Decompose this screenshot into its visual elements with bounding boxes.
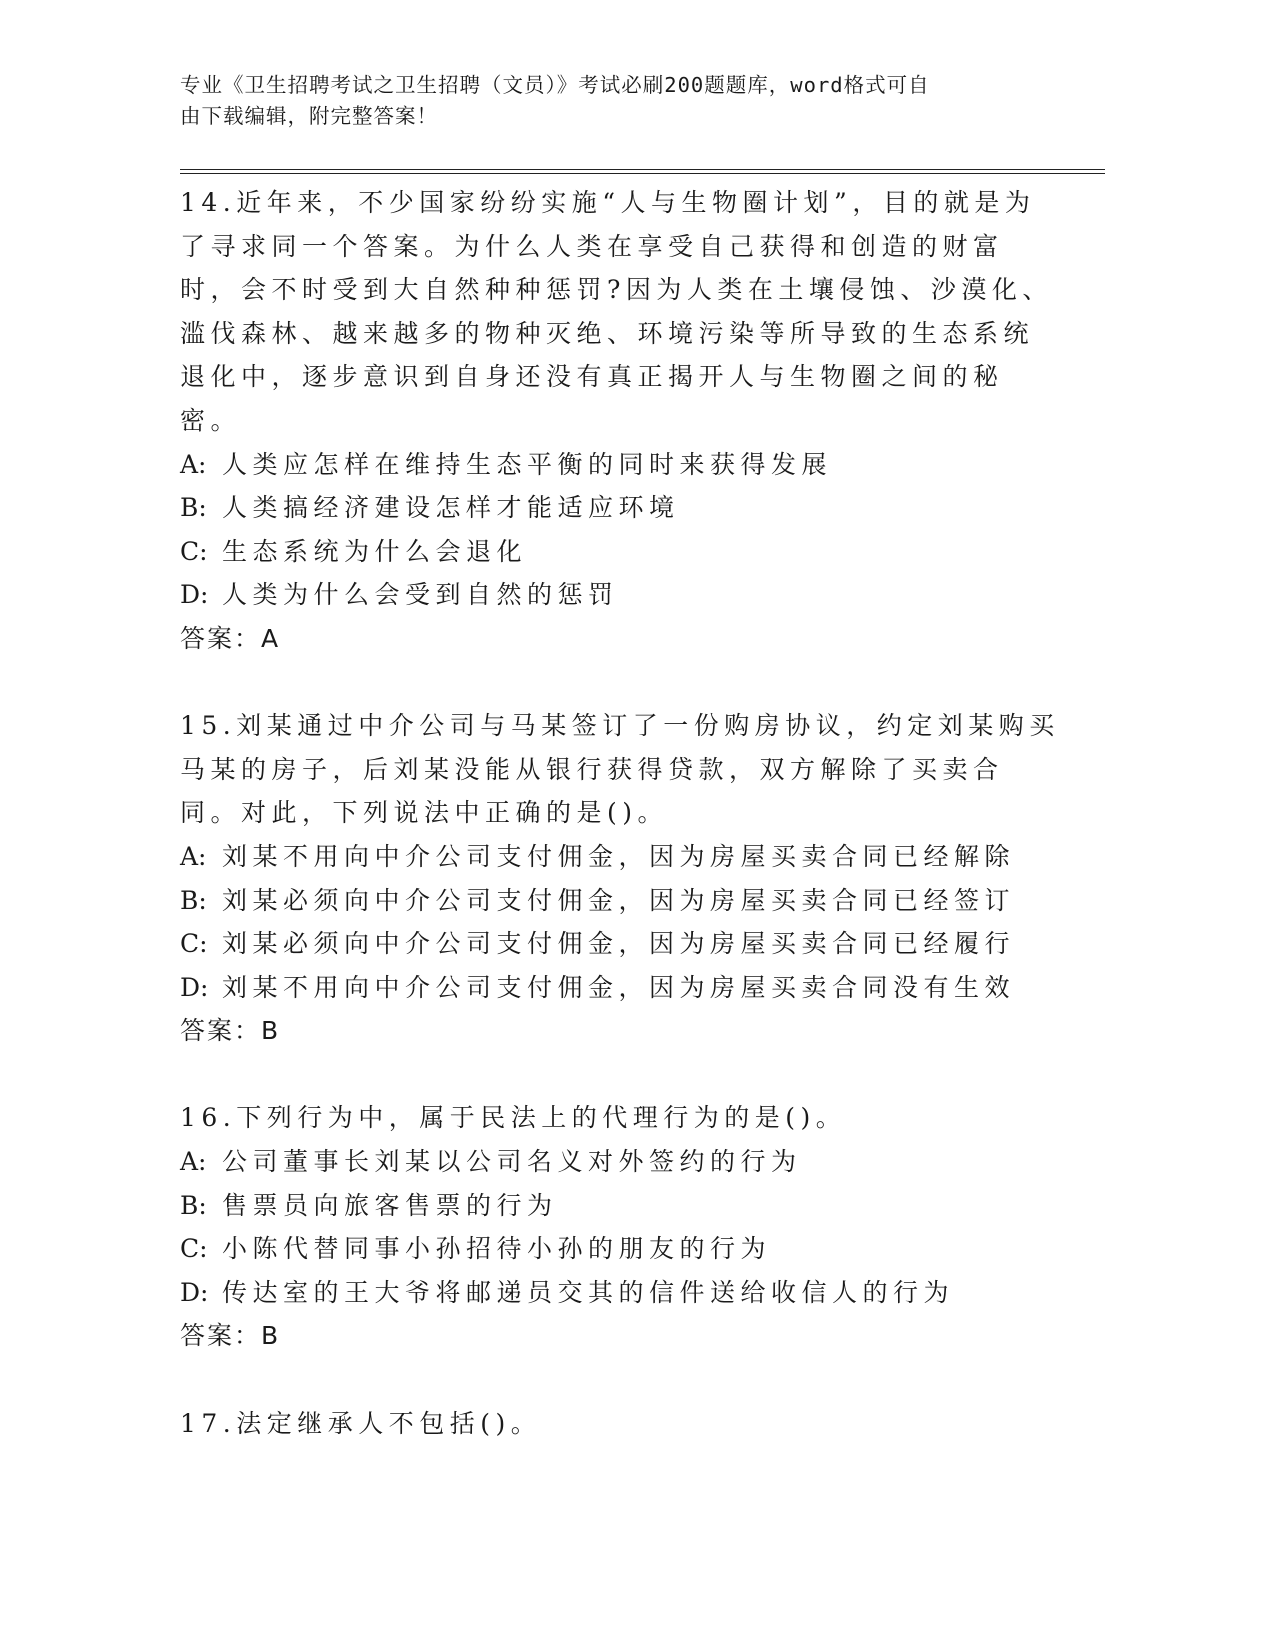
option-text: 刘某不用向中介公司支付佣金，因为房屋买卖合同没有生效 bbox=[222, 972, 1016, 1002]
option-text: 人类搞经济建设怎样才能适应环境 bbox=[222, 493, 680, 523]
option-key: A: bbox=[180, 1147, 207, 1177]
question-15 bbox=[180, 704, 1060, 1053]
question-stem: 14.近年来，不少国家纷纷实施“人与生物圈计划”，目的就是为了寻求同一个答案。为什么人类在享受自己获得和创造的财富时，会不时受到大自然种种惩罚?因为人类在土壤侵蚀、沙漠化、滥伐森林、越来越多的物种灭绝、环境污染等所导致的生态系统退化中，逐步意识到自身还没有真正揭开人与生物圈之间的秘密。 bbox=[180, 188, 1053, 435]
option-text: 售票员向旅客售票的行为 bbox=[222, 1190, 558, 1220]
option-key: A: bbox=[180, 841, 207, 871]
header-divider-bottom bbox=[180, 173, 1105, 174]
option-key: A: bbox=[180, 449, 207, 479]
option-a bbox=[180, 1140, 1060, 1184]
question-16 bbox=[180, 1096, 1060, 1358]
option-key: D: bbox=[180, 972, 209, 1002]
option-text: 公司董事长刘某以公司名义对外签约的行为 bbox=[222, 1147, 802, 1177]
option-key: B: bbox=[180, 493, 207, 523]
option-key: D: bbox=[180, 580, 209, 610]
option-c bbox=[180, 1227, 1060, 1271]
option-key: B: bbox=[180, 885, 207, 915]
option-a bbox=[180, 443, 1060, 487]
option-d bbox=[180, 966, 1060, 1010]
option-key: B: bbox=[180, 1190, 207, 1220]
option-text: 刘某必须向中介公司支付佣金，因为房屋买卖合同已经签订 bbox=[222, 885, 1016, 915]
option-d bbox=[180, 573, 1060, 617]
question-14 bbox=[180, 181, 1060, 661]
option-c bbox=[180, 530, 1060, 574]
question-17 bbox=[180, 1402, 1060, 1446]
option-d bbox=[180, 1271, 1060, 1315]
option-key: D: bbox=[180, 1277, 209, 1307]
option-c bbox=[180, 922, 1060, 966]
option-text: 人类为什么会受到自然的惩罚 bbox=[222, 580, 619, 610]
option-text: 传达室的王大爷将邮递员交其的信件送给收信人的行为 bbox=[222, 1277, 955, 1307]
answer-line: 答案：B bbox=[180, 1016, 281, 1046]
header-divider-top bbox=[180, 169, 1105, 170]
option-key: C: bbox=[180, 1234, 208, 1264]
answer-line: 答案：A bbox=[180, 623, 281, 653]
option-text: 小陈代替同事小孙招待小孙的朋友的行为 bbox=[222, 1234, 772, 1264]
option-text: 刘某必须向中介公司支付佣金，因为房屋买卖合同已经履行 bbox=[222, 929, 1016, 959]
option-text: 刘某不用向中介公司支付佣金，因为房屋买卖合同已经解除 bbox=[222, 841, 1016, 871]
option-key: C: bbox=[180, 536, 208, 566]
document-header bbox=[180, 70, 1060, 132]
option-a bbox=[180, 835, 1060, 879]
option-text: 人类应怎样在维持生态平衡的同时来获得发展 bbox=[222, 449, 833, 479]
question-stem: 16.下列行为中，属于民法上的代理行为的是()。 bbox=[180, 1103, 847, 1133]
option-text: 生态系统为什么会退化 bbox=[222, 536, 528, 566]
answer-line: 答案：B bbox=[180, 1321, 281, 1351]
option-b bbox=[180, 1184, 1060, 1228]
header-line-1: 专业《卫生招聘考试之卫生招聘（文员）》考试必刷200题题库，word格式可自 bbox=[180, 73, 930, 97]
option-key: C: bbox=[180, 929, 208, 959]
question-list bbox=[180, 181, 1060, 1445]
option-b bbox=[180, 879, 1060, 923]
header-line-2: 由下载编辑，附完整答案！ bbox=[180, 104, 438, 128]
option-b bbox=[180, 486, 1060, 530]
question-stem: 15.刘某通过中介公司与马某签订了一份购房协议，约定刘某购买马某的房子，后刘某没能从银行获得贷款，双方解除了买卖合同。对此，下列说法中正确的是()。 bbox=[180, 711, 1060, 828]
question-stem: 17.法定继承人不包括()。 bbox=[180, 1408, 542, 1438]
